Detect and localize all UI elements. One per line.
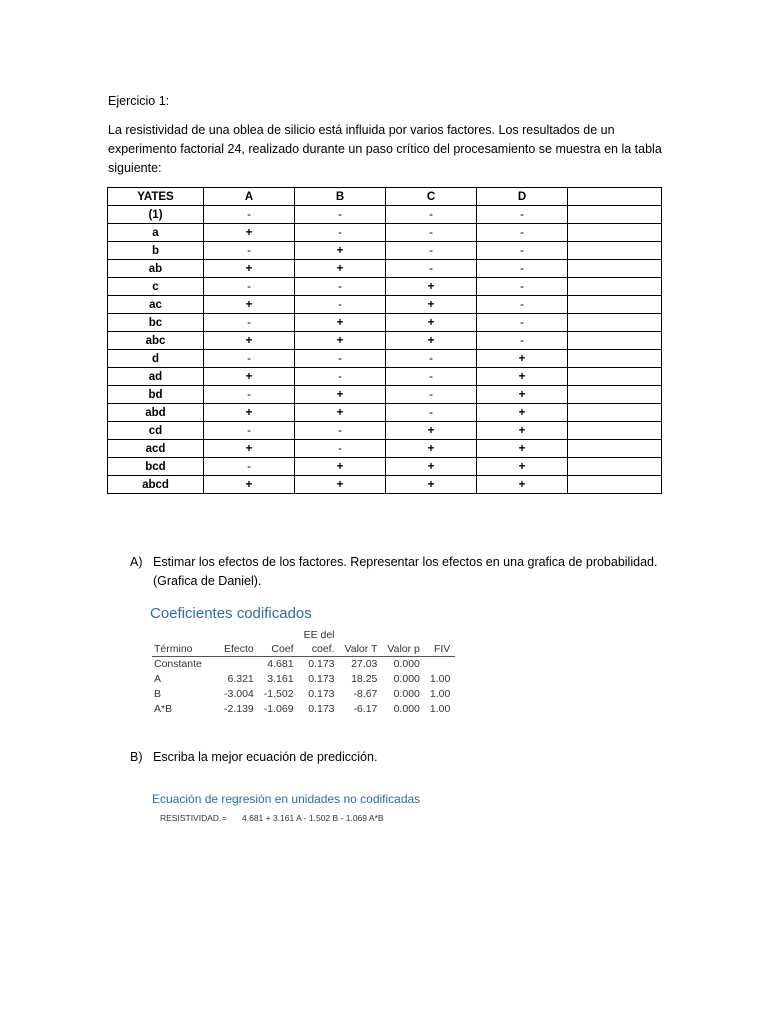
treatment-cell: abd xyxy=(108,404,204,422)
sign-cell: + xyxy=(204,224,295,242)
coef-header-cell: Efecto xyxy=(219,642,259,657)
table-row xyxy=(152,687,455,702)
table-row xyxy=(108,224,662,242)
sign-cell: - xyxy=(295,440,386,458)
sign-cell: - xyxy=(204,386,295,404)
sign-cell: + xyxy=(204,260,295,278)
sign-cell: + xyxy=(386,422,477,440)
intro-paragraph: La resistividad de una oblea de silicio está influida por varios factores. Los resultados de un experimento factorial 24, realizado durante un paso crítico del procesamiento se muestra en la tabla siguiente: xyxy=(108,123,662,175)
sign-cell: + xyxy=(477,422,568,440)
treatment-cell: ad xyxy=(108,368,204,386)
coef-cell: -1.502 xyxy=(263,688,294,700)
table-row xyxy=(108,314,662,332)
table-row xyxy=(108,404,662,422)
sign-cell: + xyxy=(386,296,477,314)
sign-cell: - xyxy=(386,242,477,260)
sign-cell xyxy=(568,332,662,350)
coef-cell: -1.069 xyxy=(263,703,294,715)
sign-cell xyxy=(568,440,662,458)
treatment-cell: a xyxy=(108,224,204,242)
sign-cell: - xyxy=(204,422,295,440)
treatment-cell: c xyxy=(108,278,204,296)
sign-cell: + xyxy=(295,260,386,278)
sign-cell: + xyxy=(386,440,477,458)
sign-cell: + xyxy=(295,386,386,404)
sign-cell xyxy=(568,368,662,386)
coef-cell: 0.173 xyxy=(308,688,335,700)
sign-cell: + xyxy=(477,386,568,404)
yates-header-cell: A xyxy=(204,188,295,206)
coef-cell: 0.173 xyxy=(308,658,335,670)
table-row xyxy=(108,278,662,296)
sign-cell: + xyxy=(295,314,386,332)
sign-cell xyxy=(568,476,662,494)
sign-cell: + xyxy=(295,404,386,422)
sign-cell: - xyxy=(295,296,386,314)
table-row xyxy=(108,350,662,368)
sign-cell: + xyxy=(204,332,295,350)
treatment-cell: (1) xyxy=(108,206,204,224)
sign-cell: + xyxy=(204,476,295,494)
sign-cell: - xyxy=(386,350,477,368)
table-row xyxy=(152,702,455,717)
sign-cell: + xyxy=(204,404,295,422)
coef-cell: A*B xyxy=(154,703,173,715)
sign-cell xyxy=(568,350,662,368)
coef-cell: 3.161 xyxy=(267,673,294,685)
sign-cell: - xyxy=(386,260,477,278)
sign-cell: - xyxy=(477,206,568,224)
equation-title: Ecuación de regresión en unidades no codificadas xyxy=(152,792,421,806)
question-a xyxy=(130,553,673,591)
coef-header-cell: FIV xyxy=(425,642,455,657)
coef-table xyxy=(152,628,455,717)
sign-cell: + xyxy=(386,332,477,350)
table-row xyxy=(152,672,455,687)
yates-header-cell xyxy=(568,188,662,206)
coef-cell: 0.000 xyxy=(393,658,420,670)
coef-header-top-cell: EE del xyxy=(303,629,335,641)
table-row xyxy=(108,242,662,260)
coef-cell xyxy=(219,657,259,673)
sign-cell: - xyxy=(204,350,295,368)
treatment-cell: bd xyxy=(108,386,204,404)
coef-header-top-cell xyxy=(382,628,425,642)
treatment-cell: bcd xyxy=(108,458,204,476)
coef-header-top-cell xyxy=(425,628,455,642)
sign-cell: + xyxy=(204,368,295,386)
sign-cell: + xyxy=(295,332,386,350)
coef-cell: 0.173 xyxy=(308,703,335,715)
coef-cell: 4.681 xyxy=(267,658,294,670)
sign-cell: - xyxy=(477,278,568,296)
sign-cell xyxy=(568,386,662,404)
coef-table-title: Coeficientes codificados xyxy=(150,605,312,622)
treatment-cell: abcd xyxy=(108,476,204,494)
coef-header-top-cell xyxy=(219,628,259,642)
treatment-cell: cd xyxy=(108,422,204,440)
sign-cell: - xyxy=(477,224,568,242)
table-row xyxy=(108,458,662,476)
sign-cell: + xyxy=(204,440,295,458)
table-row xyxy=(108,386,662,404)
table-row xyxy=(108,296,662,314)
coef-header-cell: Valor T xyxy=(340,642,383,657)
sign-cell: + xyxy=(295,458,386,476)
sign-cell xyxy=(568,206,662,224)
question-b xyxy=(130,748,673,767)
sign-cell: + xyxy=(386,458,477,476)
sign-cell xyxy=(568,404,662,422)
sign-cell: - xyxy=(386,224,477,242)
coef-cell: 1.00 xyxy=(429,673,451,685)
sign-cell xyxy=(568,422,662,440)
sign-cell: - xyxy=(295,368,386,386)
table-row xyxy=(108,440,662,458)
coef-cell: 0.173 xyxy=(308,673,335,685)
table-row xyxy=(108,260,662,278)
sign-cell: + xyxy=(386,314,477,332)
sign-cell: - xyxy=(295,206,386,224)
sign-cell: - xyxy=(386,206,477,224)
sign-cell xyxy=(568,296,662,314)
table-row xyxy=(152,657,455,673)
sign-cell xyxy=(568,242,662,260)
coef-cell: 6.321 xyxy=(227,673,254,685)
coef-cell: -3.004 xyxy=(224,688,254,700)
coef-cell: 1.00 xyxy=(429,688,451,700)
question-a-text: Estimar los efectos de los factores. Representar los efectos en una grafica de probabilidad. (Grafica de Daniel). xyxy=(153,555,658,588)
sign-cell: + xyxy=(204,296,295,314)
table-row xyxy=(108,422,662,440)
sign-cell: - xyxy=(477,332,568,350)
table-row xyxy=(108,206,662,224)
coef-cell xyxy=(425,657,455,673)
sign-cell: + xyxy=(477,476,568,494)
equation-equals: = xyxy=(222,813,227,823)
coef-cell: 0.000 xyxy=(393,673,420,685)
sign-cell: + xyxy=(386,476,477,494)
sign-cell: - xyxy=(477,296,568,314)
sign-cell: - xyxy=(204,458,295,476)
coef-header-top-cell xyxy=(152,628,219,642)
coef-cell: -2.139 xyxy=(224,703,254,715)
sign-cell: + xyxy=(295,476,386,494)
sign-cell xyxy=(568,224,662,242)
sign-cell: - xyxy=(386,386,477,404)
coef-cell: B xyxy=(154,688,162,700)
coef-cell: 27.03 xyxy=(351,658,378,670)
sign-cell: - xyxy=(295,422,386,440)
sign-cell xyxy=(568,458,662,476)
sign-cell: - xyxy=(477,242,568,260)
treatment-cell: bc xyxy=(108,314,204,332)
sign-cell: - xyxy=(295,224,386,242)
question-a-label: A) xyxy=(130,555,143,569)
equation-rhs: 4.681 + 3.161 A - 1.502 B - 1.069 A*B xyxy=(242,813,384,823)
coef-header-top-cell xyxy=(259,628,299,642)
treatment-cell: d xyxy=(108,350,204,368)
sign-cell: + xyxy=(477,458,568,476)
yates-header-cell: B xyxy=(295,188,386,206)
coef-cell: 18.25 xyxy=(351,673,378,685)
yates-table xyxy=(107,187,662,494)
table-row xyxy=(108,332,662,350)
sign-cell: - xyxy=(204,278,295,296)
coef-header-cell: coef. xyxy=(299,642,340,657)
sign-cell: - xyxy=(295,278,386,296)
treatment-cell: ab xyxy=(108,260,204,278)
yates-header-cell: D xyxy=(477,188,568,206)
sign-cell: + xyxy=(477,404,568,422)
sign-cell: - xyxy=(295,350,386,368)
yates-header-row xyxy=(108,188,662,206)
sign-cell xyxy=(568,314,662,332)
coef-cell: A xyxy=(154,673,162,685)
coef-cell: Constante xyxy=(154,658,202,670)
sign-cell: + xyxy=(477,368,568,386)
sign-cell: - xyxy=(386,404,477,422)
sign-cell: - xyxy=(204,206,295,224)
treatment-cell: abc xyxy=(108,332,204,350)
coef-cell: 0.000 xyxy=(393,703,420,715)
exercise-title: Ejercicio 1: xyxy=(108,94,170,108)
sign-cell xyxy=(568,278,662,296)
coef-cell: -8.67 xyxy=(353,688,378,700)
coef-cell: -6.17 xyxy=(353,703,378,715)
coef-header-cell: Coef xyxy=(259,642,299,657)
yates-header-cell: YATES xyxy=(108,188,204,206)
sign-cell: + xyxy=(386,278,477,296)
coef-header-top-cell xyxy=(340,628,383,642)
coef-cell: 1.00 xyxy=(429,703,451,715)
treatment-cell: ac xyxy=(108,296,204,314)
treatment-cell: acd xyxy=(108,440,204,458)
sign-cell: - xyxy=(204,314,295,332)
question-b-label: B) xyxy=(130,750,143,764)
sign-cell: + xyxy=(477,440,568,458)
regression-equation xyxy=(160,813,384,823)
yates-header-cell: C xyxy=(386,188,477,206)
treatment-cell: b xyxy=(108,242,204,260)
sign-cell xyxy=(568,260,662,278)
sign-cell: - xyxy=(386,368,477,386)
coef-cell: 0.000 xyxy=(393,688,420,700)
table-row xyxy=(108,476,662,494)
equation-lhs: RESISTIVIDAD. xyxy=(160,813,222,823)
coef-header-cell: Término xyxy=(152,642,219,657)
sign-cell: - xyxy=(477,314,568,332)
sign-cell: - xyxy=(204,242,295,260)
sign-cell: + xyxy=(477,350,568,368)
coef-header-cell: Valor p xyxy=(382,642,425,657)
table-row xyxy=(108,368,662,386)
sign-cell: + xyxy=(295,242,386,260)
sign-cell: - xyxy=(477,260,568,278)
question-b-text: Escriba la mejor ecuación de predicción. xyxy=(153,750,378,764)
